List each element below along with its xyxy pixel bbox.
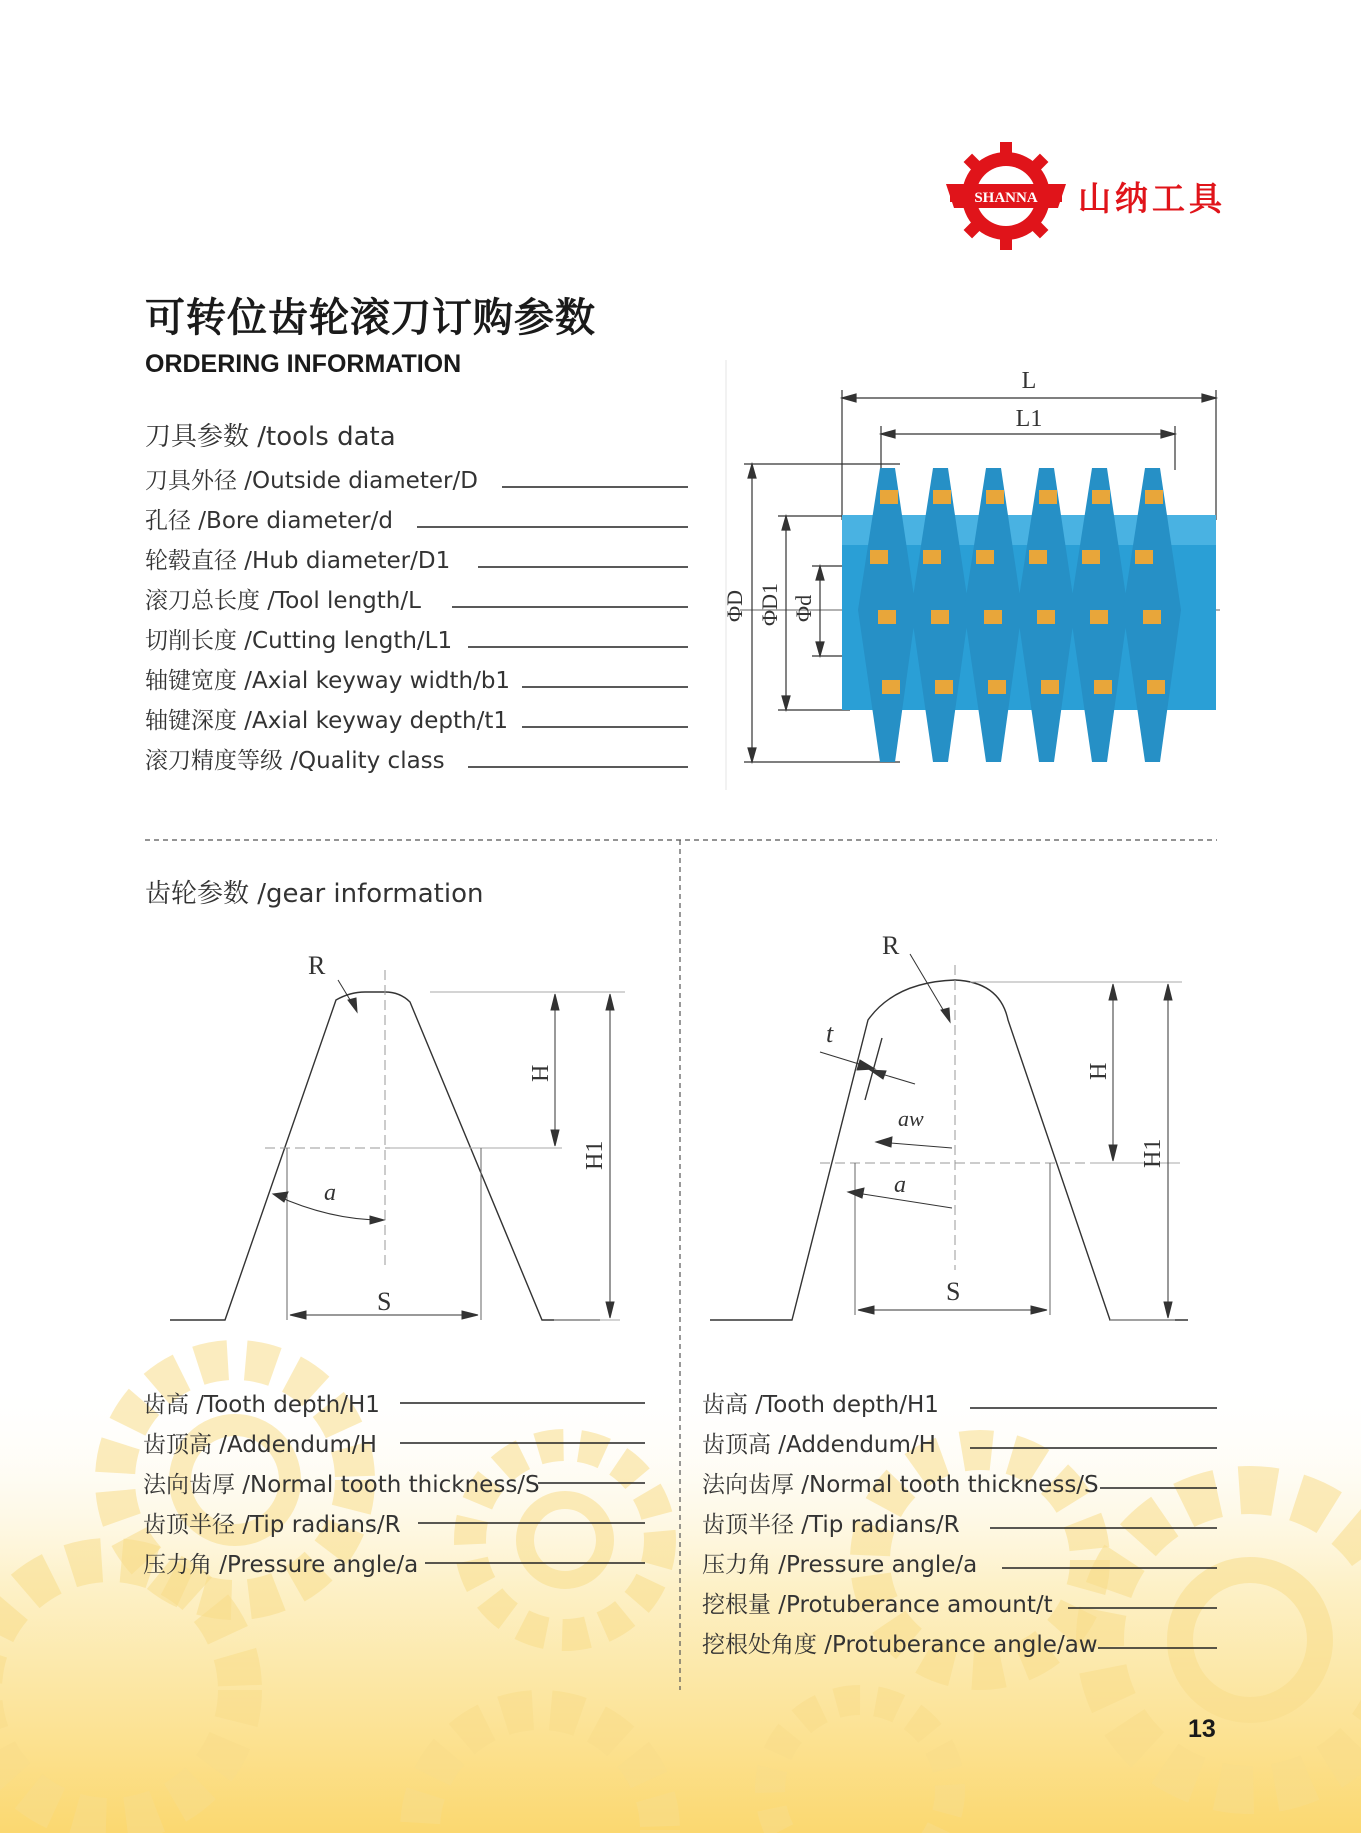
label-H1: H1: [582, 1140, 608, 1170]
label-S: S: [377, 1287, 392, 1316]
label-S: S: [946, 1277, 961, 1306]
dim-D-label: ΦD: [722, 590, 747, 622]
tools-row-keyway-depth: 轴键深度 /Axial keyway depth/t1: [145, 708, 509, 734]
gear-right-row-tip-radians: 齿顶半径 /Tip radians/R: [702, 1512, 960, 1538]
tools-row-tool-length: 滚刀总长度 /Tool length/L: [145, 588, 421, 614]
gear-right-row-tooth-thickness: 法向齿厚 /Normal tooth thickness/S: [702, 1472, 1099, 1498]
label-R: R: [308, 951, 326, 980]
dim-d-label: Φd: [791, 594, 816, 622]
gear-right-row-pressure-angle: 压力角 /Pressure angle/a: [702, 1552, 978, 1578]
tools-row-bore-diameter: 孔径 /Bore diameter/d: [145, 508, 393, 534]
dim-D1-label: ΦD1: [757, 583, 782, 626]
dim-L-label: L: [1021, 368, 1037, 394]
dim-L1-label: L1: [1015, 406, 1043, 432]
page-number: 13: [1188, 1715, 1216, 1743]
brand-name: 山纳工具: [1078, 179, 1226, 218]
label-H: H: [1086, 1062, 1112, 1080]
label-a: a: [324, 1180, 336, 1206]
gear-left-row-tip-radians: 齿顶半径 /Tip radians/R: [143, 1512, 401, 1538]
label-aw: aw: [898, 1106, 924, 1131]
tools-row-outside-diameter: 刀具外径 /Outside diameter/D: [145, 468, 478, 494]
gear-heading: 齿轮参数 /gear information: [145, 879, 484, 909]
gear-right-row-tooth-depth: 齿高 /Tooth depth/H1: [702, 1392, 939, 1418]
tools-row-quality-class: 滚刀精度等级 /Quality class: [145, 748, 445, 774]
tools-row-cutting-length: 切削长度 /Cutting length/L1: [145, 628, 453, 654]
page-title-cn: 可转位齿轮滚刀订购参数: [145, 295, 596, 341]
gear-right-row-addendum: 齿顶高 /Addendum/H: [702, 1432, 936, 1458]
gear-right-row-protuberance-amount: 挖根量 /Protuberance amount/t: [702, 1592, 1053, 1618]
gear-left-row-pressure-angle: 压力角 /Pressure angle/a: [143, 1552, 419, 1578]
tools-heading: 刀具参数 /tools data: [145, 422, 396, 452]
label-H: H: [528, 1064, 554, 1082]
tools-row-hub-diameter: 轮毂直径 /Hub diameter/D1: [145, 548, 451, 574]
label-H1: H1: [1140, 1138, 1166, 1168]
logo-text: SHANNA: [974, 190, 1038, 206]
gear-right-row-protuberance-angle: 挖根处角度 /Protuberance angle/aw: [702, 1632, 1098, 1658]
gear-left-row-addendum: 齿顶高 /Addendum/H: [143, 1432, 377, 1458]
gear-left-row-tooth-depth: 齿高 /Tooth depth/H1: [143, 1392, 380, 1418]
label-a: a: [894, 1172, 906, 1198]
label-t: t: [826, 1019, 834, 1048]
label-R: R: [882, 931, 900, 960]
gear-left-row-tooth-thickness: 法向齿厚 /Normal tooth thickness/S: [143, 1472, 540, 1498]
page-title-en: ORDERING INFORMATION: [145, 350, 462, 378]
tools-row-keyway-width: 轴键宽度 /Axial keyway width/b1: [145, 668, 511, 694]
